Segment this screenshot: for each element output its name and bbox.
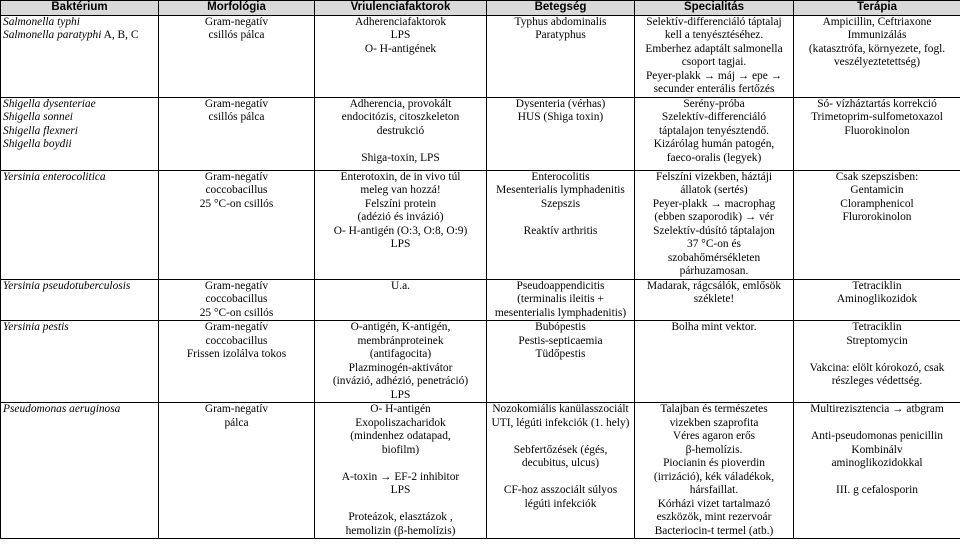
cell-line: membránproteinek — [357, 334, 444, 347]
header-therapy: Terápia — [794, 1, 960, 16]
cell-line: Pseudomonas aeruginosa — [3, 403, 121, 415]
cell-line: Typhus abdominalis — [514, 15, 607, 28]
cell-line: Multirezisztencia → atbgram — [810, 403, 944, 415]
cell-line: O- H-antigén — [370, 403, 431, 415]
table-row — [1, 279, 960, 321]
cell-line: kell a tenyésztéséhez. — [664, 29, 764, 41]
cell-line: Talajban és természetes — [660, 403, 768, 415]
cell-line: Vakcina: elölt kórokozó, csak — [809, 361, 945, 374]
cell-line: Immunizálás — [847, 29, 907, 41]
cell-line: Tetraciklin — [852, 321, 902, 333]
cell-line: Shigella dysenteriae — [3, 97, 96, 110]
therapy-cell — [794, 97, 960, 170]
morphology-cell — [159, 97, 315, 170]
cell-line: U.a. — [391, 279, 410, 292]
cell-line: Piocianin és pioverdin — [663, 457, 765, 469]
cell-line: 37 °C-on és — [687, 238, 741, 250]
cell-line: O- H-antigén (O:3, O:8, O:9) — [333, 224, 468, 237]
cell-line: Pestis-septicaemia — [518, 334, 603, 347]
cell-line: coccobacillus — [205, 334, 268, 347]
cell-line: pálca — [224, 416, 249, 429]
cell-line: (terminalis ileitis + — [517, 293, 604, 305]
cell-line: Anti-pseudomonas penicillin — [811, 430, 943, 442]
cell-line: veszélyeztetettség) — [833, 56, 920, 68]
disease-cell — [487, 321, 635, 403]
cell-line: Peyer-plakk → máj → epe → — [645, 69, 783, 82]
table-row — [1, 15, 960, 97]
cell-line: hemolizin (β-hemolízis) — [345, 524, 456, 537]
cell-line: A-toxin → EF-2 inhibitor — [341, 470, 460, 483]
bacterium-cell — [1, 321, 159, 403]
cell-line: LPS — [390, 238, 411, 250]
cell-line: széklete! — [693, 293, 735, 305]
cell-line: endocitózis, citoszkeleton — [341, 111, 460, 123]
cell-line: (katasztrófa, környezete, fogl. — [808, 42, 946, 55]
table-row — [1, 97, 960, 170]
disease-cell — [487, 97, 635, 170]
cell-line: Enterocolitis — [531, 170, 590, 183]
cell-line: mesenterialis lymphadenitis) — [494, 306, 627, 319]
cell-line: Mesenterialis lymphadenitis — [496, 184, 625, 196]
cell-line: CF-hoz asszociált súlyos — [503, 484, 618, 496]
cell-line: Plazminogén-aktivátor — [348, 361, 453, 374]
cell-line: Szepszis — [540, 197, 581, 210]
cell-line: III. g cefalosporin — [836, 484, 918, 496]
special-cell — [635, 15, 794, 97]
cell-line: 25 °C-on csillós — [199, 306, 274, 319]
disease-cell — [487, 279, 635, 321]
virulence-cell — [315, 97, 487, 170]
virulence-cell — [315, 170, 487, 279]
cell-line: Cloramphenicol — [840, 197, 914, 210]
table-row — [1, 170, 960, 279]
cell-line: Emberhez adaptált salmonella — [645, 42, 783, 55]
cell-line: (antifagocita) — [369, 348, 432, 360]
cell-line: coccobacillus — [205, 293, 268, 305]
cell-line: Trimetoprim-sulfometoxazol — [811, 111, 943, 123]
cell-line: szobahőmérsékleten — [667, 251, 761, 264]
bacterium-cell — [1, 170, 159, 279]
cell-line: csillós pálca — [208, 29, 265, 41]
cell-line: Proteázok, elasztázok , — [348, 511, 453, 523]
cell-line: Gram-negatív — [204, 279, 269, 292]
special-cell — [635, 97, 794, 170]
morphology-cell — [159, 403, 315, 539]
bacterium-cell — [1, 403, 159, 539]
cell-line: Adherenciafaktorok — [354, 15, 447, 28]
cell-line: Yersinia pseudotuberculosis — [3, 279, 131, 292]
virulence-cell — [315, 321, 487, 403]
cell-line: Gram-negatív — [204, 321, 269, 333]
virulence-cell — [315, 403, 487, 539]
cell-line: vizekben szaprofita — [669, 416, 759, 429]
morphology-cell — [159, 279, 315, 321]
cell-line: Paratyphus — [535, 29, 586, 41]
cell-line: Shigella sonnei — [3, 111, 73, 123]
cell-line: Yersinia pestis — [3, 321, 69, 333]
therapy-cell — [794, 403, 960, 539]
cell-line: Szelektív-differenciáló — [661, 111, 767, 123]
morphology-cell — [159, 15, 315, 97]
cell-line: hársfaillat. — [689, 484, 739, 496]
morphology-cell — [159, 321, 315, 403]
header-bacterium: Baktérium — [1, 1, 159, 16]
cell-line: Ampicillin, Ceftriaxone — [822, 15, 932, 28]
cell-line: Reaktív arthritis — [523, 224, 598, 237]
cell-line: β-hemolízis. — [685, 443, 743, 456]
cell-line: Bolha mint vektor. — [671, 321, 757, 333]
therapy-cell — [794, 279, 960, 321]
virulence-cell — [315, 279, 487, 321]
disease-cell — [487, 403, 635, 539]
cell-line: O-antigén, K-antigén, — [350, 321, 451, 333]
header-row — [1, 1, 960, 16]
cell-line: UTI, légúti infekciók (1. hely) — [491, 416, 630, 429]
cell-line: Csak szepszisben: — [835, 170, 919, 183]
morphology-cell — [159, 170, 315, 279]
cell-line: párhuzamosan. — [679, 265, 749, 277]
cell-line: Gram-negatív — [204, 403, 269, 415]
cell-line: táptalajon tenyésztendő. — [658, 124, 770, 137]
cell-line: destrukció — [376, 124, 425, 137]
cell-line: (adézió és invázió) — [357, 211, 444, 223]
therapy-cell — [794, 321, 960, 403]
cell-line: állatok (sertés) — [680, 184, 748, 196]
cell-line: részleges védettség. — [831, 375, 923, 387]
cell-line: Gentamicin — [850, 184, 904, 196]
cell-line: (ebben szaporodik) → vér — [654, 211, 774, 223]
cell-line: eszközök, mint rezervoár — [656, 511, 772, 523]
bacterium-cell — [1, 279, 159, 321]
cell-line: Enterotoxin, de in vivo túl — [340, 170, 461, 183]
disease-cell — [487, 15, 635, 97]
cell-line: Madarak, rágcsálók, emlősök — [646, 279, 782, 292]
table-row — [1, 403, 960, 539]
cell-line: LPS — [390, 388, 411, 401]
cell-line: Pseudoappendicitis — [516, 279, 605, 292]
table-row — [1, 321, 960, 403]
cell-line: Gram-negatív — [204, 97, 269, 110]
cell-line: Bubópestis — [535, 321, 586, 333]
header-virulence: Vriulenciafaktorok — [315, 1, 487, 16]
cell-line: HUS (Shiga toxin) — [517, 111, 604, 123]
cell-line: légúti infekciók — [524, 497, 597, 510]
cell-line: Kórházi vizet tartalmazó — [657, 497, 771, 510]
cell-line: Sebfertőzések (égés, — [513, 443, 608, 456]
therapy-cell — [794, 15, 960, 97]
cell-line: Selektív-differenciáló táptalaj — [646, 15, 782, 28]
special-cell — [635, 279, 794, 321]
cell-line: Fluorokinolon — [844, 124, 910, 137]
header-morphology: Morfológia — [159, 1, 315, 16]
cell-line: LPS — [390, 484, 411, 496]
cell-line: Streptomycin — [846, 334, 908, 347]
disease-cell — [487, 170, 635, 279]
cell-line: Flurorokinolon — [842, 211, 912, 223]
cell-line: secunder enterális fertőzés — [653, 83, 775, 95]
special-cell — [635, 170, 794, 279]
cell-line: LPS — [390, 29, 411, 41]
cell-line: Shiga-toxin, LPS — [361, 151, 440, 164]
cell-line: biofilm) — [381, 443, 420, 456]
cell-line: Tetraciklin — [852, 279, 902, 292]
cell-line: faeco-oralis (legyek) — [666, 151, 762, 164]
cell-line: O- H-antigének — [364, 42, 437, 55]
cell-line: decubitus, ulcus) — [521, 457, 600, 469]
therapy-cell — [794, 170, 960, 279]
cell-line: Salmonella typhi — [3, 15, 80, 28]
cell-line: Aminoglikozidok — [836, 293, 918, 305]
header-disease: Betegség — [487, 1, 635, 16]
cell-line: Kizárólag humán patogén, — [653, 138, 775, 150]
cell-line: Peyer-plakk → macrophag — [652, 197, 776, 210]
cell-line: Véres agaron erős — [672, 430, 756, 442]
cell-line: coccobacillus — [205, 184, 268, 196]
cell-line: Shigella boydii — [3, 138, 72, 150]
cell-line: Exopoliszacharidok — [355, 416, 446, 429]
cell-line: csillós pálca — [208, 111, 265, 123]
cell-line: csoport tagjai. — [681, 56, 747, 68]
bacterium-cell — [1, 15, 159, 97]
cell-line: Dysenteria (vérhas) — [515, 97, 606, 110]
cell-line: Bacteriocin-t termel (atb.) — [654, 524, 774, 537]
cell-line: Só- vízháztartás korrekció — [817, 97, 937, 110]
bacterium-cell — [1, 97, 159, 170]
cell-line: Nozokomiális kanülasszociált — [492, 403, 629, 415]
cell-line: Felszíni protein — [364, 197, 437, 210]
cell-line: Szelektív-dúsító táptalajon — [653, 224, 775, 237]
cell-line: Salmonella paratyphi A, B, C — [3, 29, 139, 41]
cell-line: Gram-negatív — [204, 15, 269, 28]
cell-line: (mindenhez odatapad, — [350, 430, 451, 442]
cell-line: meleg van hozzá! — [360, 184, 441, 196]
special-cell — [635, 403, 794, 539]
cell-line: 25 °C-on csillós — [199, 197, 274, 210]
cell-line: Felszíni vizekben, háztáji — [655, 170, 773, 183]
cell-line: (invázió, adhézió, penetráció) — [332, 375, 469, 387]
cell-line: Tüdőpestis — [535, 348, 586, 360]
cell-line: (irrizáció), kék váladékok, — [653, 470, 775, 483]
cell-line: aminoglikozidokkal — [831, 457, 923, 469]
cell-line: Gram-negatív — [204, 170, 269, 183]
virulence-cell — [315, 15, 487, 97]
cell-line: Shigella flexneri — [3, 124, 78, 137]
cell-line: Serény-próba — [683, 97, 745, 110]
special-cell — [635, 321, 794, 403]
cell-line: Adherencia, provokált — [349, 97, 452, 110]
cell-line: Frissen izolálva tokos — [186, 348, 287, 360]
cell-line: Kombinálv — [851, 443, 903, 456]
header-special: Specialitás — [635, 1, 794, 16]
cell-line: Yersinia enterocolitica — [3, 170, 106, 183]
